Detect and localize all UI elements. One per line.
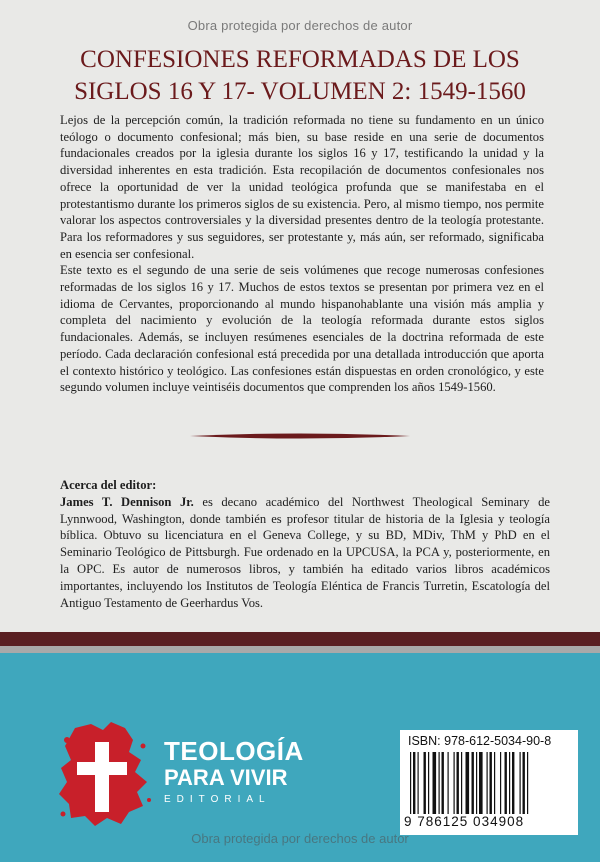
barcode-digits: 9 786125 034908 — [404, 814, 525, 829]
title-line-2: SIGLOS 16 Y 17- VOLUMEN 2: 1549-1560 — [74, 78, 526, 105]
watermark-top: Obra protegida por derechos de autor — [187, 18, 413, 33]
barcode-box — [400, 730, 578, 835]
publisher-logo-icon — [55, 720, 155, 830]
about-editor — [60, 477, 550, 611]
ornamental-divider — [190, 430, 410, 442]
title-line-1: CONFESIONES REFORMADAS DE LOS — [80, 46, 520, 73]
publisher-name-line-3: EDITORIAL — [164, 794, 271, 805]
book-title — [20, 44, 580, 108]
about-paragraph — [60, 494, 550, 612]
isbn-label: ISBN: 978-612-5034-90-8 — [408, 734, 552, 748]
barcode-icon — [408, 752, 570, 814]
about-heading: Acerca del editor: — [60, 478, 157, 492]
gray-band — [0, 646, 600, 653]
watermark-bottom: Obra protegida por derechos de autor — [191, 831, 409, 846]
editor-bio: es decano académico del Northwest Theological Seminary de Lynnwood, Washington, donde también es profesor titular de historia de la Iglesia y teología bíblica. Obtuvo su licenciatura en el Geneva College, y su BD, MDiv, ThM y PhD en el Seminario Teológico de Pittsburgh. Fue ordenado en la UPCUSA, la PCA y, posteriormente, en la OPC. Es autor de numerosos libros, y también ha editado varios libros académicos importantes, incluyendo los Institutos de Teología Eléntica de Francis Turretin, Escatología del Antiguo Testamento de Geerhardus Vos. — [60, 494, 550, 610]
publisher-name-line-2: PARA VIVIR — [164, 765, 288, 790]
synopsis-paragraph-2: Este texto es el segundo de una serie de seis volúmenes que recoge numerosas confesiones reformadas de los siglos 16 y 17. Muchos de estos textos se presentan por primera vez en el idioma de Cervantes, proporcionando al mundo hispanohablante una visión más amplia y completa del nacimiento y evolución de la teología reformada durante estos siglos fundacionales. Además, se incluyen resúmenes esenciales de la doctrina reformada de este período. Cada declaración confesional está precedida por una detallada introducción que aporta el contexto histórico y teológico. Las confesiones están dispuestas en orden cronológico, y este segundo volumen incluye veintiséis documentos que comprenden los años 1549-1560. — [60, 263, 544, 395]
synopsis-paragraph-1: Lejos de la percepción común, la tradición reformada no tiene su fundamento en un único teólogo o documento confesional; más bien, su base reside en una serie de documentos fundacionales creados por la iglesia durante los siglos 16 y 17, testificando la unidad y la diversidad inherentes en esta tradición. Esta recopilación de documentos confesionales nos ofrece la oportunidad de ver la unidad teológica profunda que se manifestaba en el protestantismo durante los primeros siglos de su existencia. Pero, al mismo tiempo, nos permite valorar los aspectos controversiales y la diversidad presentes dentro de la teología protestante. Para los reformadores y sus seguidores, ser protestante y, más aún, ser reformado, significaba en esencia ser confesional. — [60, 113, 544, 261]
publisher-name-line-1: TEOLOGÍA — [164, 736, 304, 766]
editor-name: James T. Dennison Jr. — [60, 494, 194, 509]
synopsis — [60, 112, 544, 396]
dark-band — [0, 632, 600, 646]
